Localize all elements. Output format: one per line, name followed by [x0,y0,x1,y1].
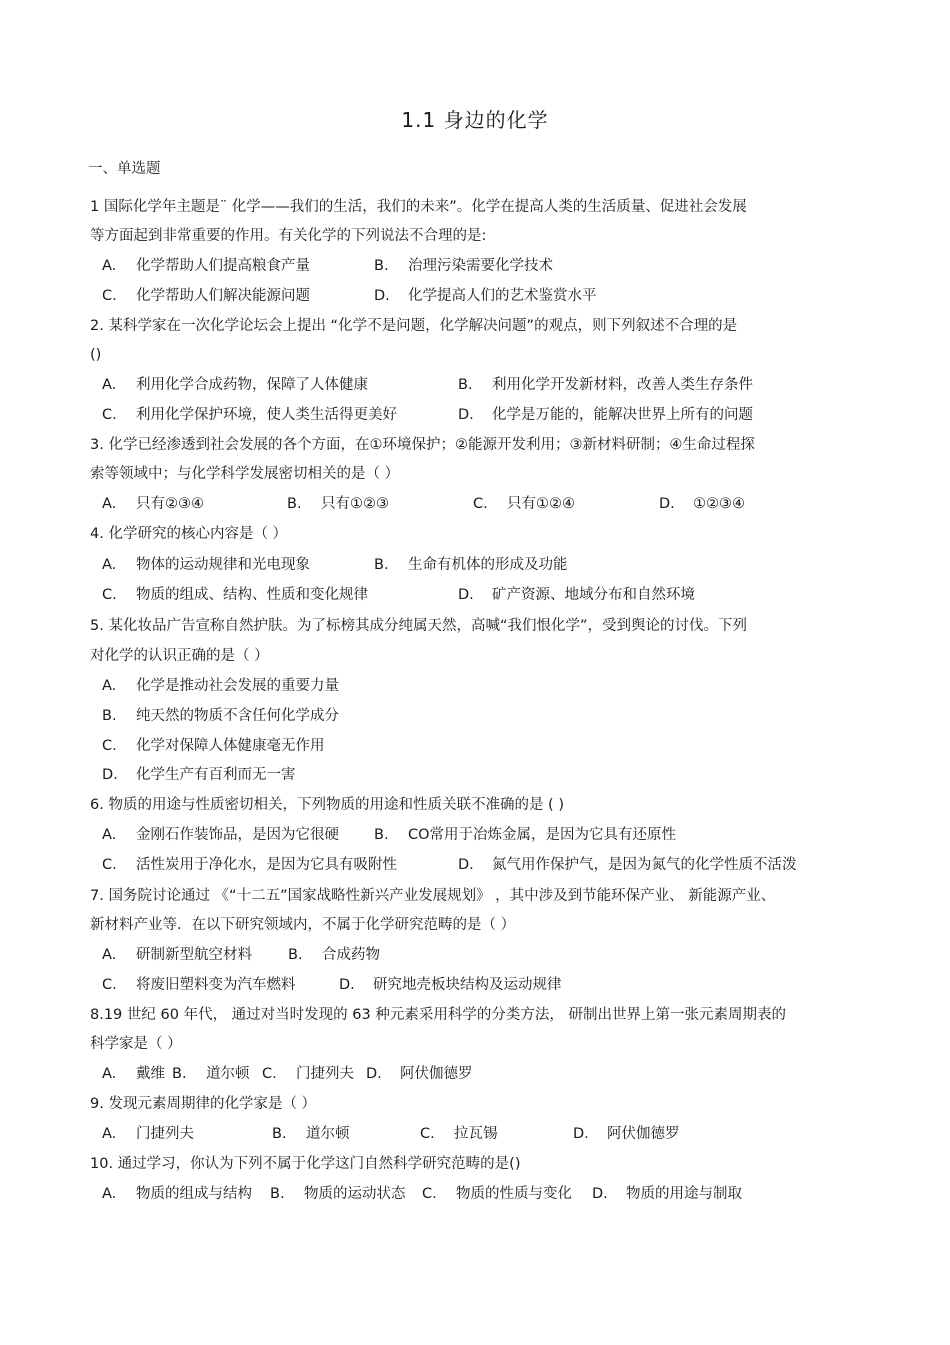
option-label: D. [102,767,118,783]
option-label: A. [102,1066,117,1082]
question-3-option [473,494,575,514]
question-7-stem-line: 新材料产业等．在以下研究领域内，不属于化学研究范畴的是（ ） [90,917,516,933]
question-4-stem-line: 4. 化学研究的核心内容是（ ） [90,526,288,542]
option-label: C. [102,407,117,423]
question-7-option [102,945,252,965]
option-text: 物质的用途与制取 [626,1186,742,1202]
option-label: D. [374,288,390,304]
question-8-option [172,1064,250,1084]
option-label: D. [339,977,355,993]
question-4-option [458,585,695,605]
question-1-stem-line: 1 国际化学年主题是¨ 化学——我们的生活，我们的未来”。化学在提高人类的生活质量、促进社会发展 [90,199,747,215]
question-4-option [374,555,568,575]
option-text: 戴维 [136,1066,165,1082]
question-2-option [102,375,368,395]
option-label: A. [102,1126,117,1142]
question-8-stem-line: 8.19 世纪 60 年代， 通过对当时发现的 63 种元素采用科学的分类方法， 研制出世界上第一张元素周期表的 [90,1007,786,1023]
question-6-option [102,825,339,845]
option-text: 利用化学保护环境，使人类生活得更美好 [136,407,397,423]
option-text: 阿伏伽德罗 [607,1126,680,1142]
question-9-option [420,1124,498,1144]
question-9-option [102,1124,194,1144]
question-1-option [374,286,597,306]
question-9-option [272,1124,350,1144]
option-label: D. [458,587,474,603]
question-6-option [102,855,397,875]
option-text: 只有②③④ [136,496,204,512]
option-text: 物体的运动规律和光电现象 [136,557,310,573]
option-text: 只有①②③ [321,496,389,512]
option-text: 纯天然的物质不含任何化学成分 [136,708,339,724]
question-2-option [458,405,753,425]
option-label: C. [102,288,117,304]
question-8-option [366,1064,473,1084]
option-text: 阿伏伽德罗 [400,1066,473,1082]
option-label: A. [102,827,117,843]
question-8-option [262,1064,354,1084]
option-label: B. [374,827,389,843]
question-3-stem-line: 3. 化学已经渗透到社会发展的各个方面，在①环境保护；②能源开发利用；③新材料研制；④生命过程探 [90,437,755,453]
question-6-stem-line: 6. 物质的用途与性质密切相关，下列物质的用途和性质关联不准确的是 ( ) [90,797,564,813]
question-7-option [288,945,380,965]
question-10-stem-line: 10. 通过学习，你认为下列不属于化学这门自然科学研究范畴的是() [90,1156,521,1172]
question-2-option [458,375,753,395]
option-text: CO常用于冶炼金属，是因为它具有还原性 [408,827,677,843]
option-text: 物质的组成、结构、性质和变化规律 [136,587,368,603]
question-9-stem-line: 9. 发现元素周期律的化学家是（ ） [90,1096,317,1112]
question-4-option [102,585,368,605]
option-label: A. [102,496,117,512]
option-text: 矿产资源、地域分布和自然环境 [492,587,695,603]
question-10-option [270,1184,406,1204]
option-text: 治理污染需要化学技术 [408,258,553,274]
question-3-option [102,494,204,514]
option-text: 物质的性质与变化 [456,1186,572,1202]
option-label: B. [172,1066,187,1082]
question-1-option [374,256,553,276]
question-4-option [102,555,310,575]
option-label: B. [374,258,389,274]
question-2-stem-line: 2. 某科学家在一次化学论坛会上提出 “化学不是问题，化学解决问题”的观点，则下列叙述不合理的是 [90,318,738,334]
option-text: 化学对保障人体健康毫无作用 [136,738,325,754]
question-8-stem-line: 科学家是（ ） [90,1036,182,1052]
question-5-stem-line: 对化学的认识正确的是（ ） [90,648,269,664]
option-text: 化学生产有百利而无一害 [136,767,296,783]
option-text: 合成药物 [322,947,380,963]
option-label: C. [420,1126,435,1142]
option-label: D. [458,857,474,873]
option-text: 金刚石作装饰品，是因为它很硬 [136,827,339,843]
option-label: D. [592,1186,608,1202]
question-5-option [102,765,296,785]
question-8-option [102,1064,165,1084]
option-label: B. [374,557,389,573]
option-text: 物质的组成与结构 [136,1186,252,1202]
option-label: D. [659,496,675,512]
option-text: 氮气用作保护气，是因为氮气的化学性质不活泼 [492,857,797,873]
option-label: D. [366,1066,382,1082]
option-label: C. [102,587,117,603]
option-text: 活性炭用于净化水，是因为它具有吸附性 [136,857,397,873]
option-label: A. [102,258,117,274]
option-text: 研究地壳板块结构及运动规律 [373,977,562,993]
question-6-option [458,855,797,875]
question-6-option [374,825,676,845]
question-3-stem-line: 索等领域中；与化学科学发展密切相关的是（ ） [90,466,400,482]
question-10-option [102,1184,252,1204]
option-text: 利用化学开发新材料，改善人类生存条件 [492,377,753,393]
option-label: A. [102,377,117,393]
option-label: B. [272,1126,287,1142]
question-3-option [287,494,389,514]
option-text: 化学帮助人们解决能源问题 [136,288,310,304]
question-5-option [102,736,325,756]
section-heading: 一、单选题 [88,161,161,177]
question-5-stem-line: 5. 某化妆品广告宣称自然护肤。为了标榜其成分纯属天然，高喊“我们恨化学”，受到舆论的讨伐。下列 [90,618,747,634]
option-text: 道尔顿 [306,1126,350,1142]
question-7-option [102,975,296,995]
option-label: D. [458,407,474,423]
option-label: C. [102,857,117,873]
question-2-option [102,405,397,425]
option-text: 化学是万能的，能解决世界上所有的问题 [492,407,753,423]
option-text: 利用化学合成药物，保障了人体健康 [136,377,368,393]
option-label: C. [422,1186,437,1202]
option-label: A. [102,1186,117,1202]
option-text: 研制新型航空材料 [136,947,252,963]
option-text: 门捷列夫 [136,1126,194,1142]
option-label: C. [102,977,117,993]
option-text: 只有①②④ [507,496,575,512]
option-label: B. [288,947,303,963]
option-text: 拉瓦锡 [454,1126,498,1142]
question-9-option [573,1124,680,1144]
question-3-option [659,494,745,514]
option-label: C. [473,496,488,512]
page-title: 1.1 身边的化学 [401,108,549,132]
option-label: B. [102,708,117,724]
question-2-stem-line: () [90,347,102,363]
question-5-option [102,676,339,696]
question-5-option [102,706,339,726]
option-text: 道尔顿 [206,1066,250,1082]
question-7-stem-line: 7. 国务院讨论通过 《“十二五”国家战略性新兴产业发展规划》 ，其中涉及到节能环保产业、 新能源产业、 [90,888,776,904]
option-label: B. [458,377,473,393]
option-text: 化学是推动社会发展的重要力量 [136,678,339,694]
option-label: A. [102,947,117,963]
question-1-option [102,256,310,276]
option-label: A. [102,678,117,694]
option-text: 生命有机体的形成及功能 [408,557,568,573]
option-label: B. [287,496,302,512]
option-label: C. [262,1066,277,1082]
question-7-option [339,975,562,995]
option-label: D. [573,1126,589,1142]
option-label: A. [102,557,117,573]
question-1-option [102,286,310,306]
option-text: 化学帮助人们提高粮食产量 [136,258,310,274]
option-text: 门捷列夫 [296,1066,354,1082]
option-text: 物质的运动状态 [304,1186,406,1202]
option-label: C. [102,738,117,754]
option-label: B. [270,1186,285,1202]
question-10-option [592,1184,742,1204]
option-text: 化学提高人们的艺术鉴赏水平 [408,288,597,304]
question-1-stem-line: 等方面起到非常重要的作用。有关化学的下列说法不合理的是: [90,228,487,244]
question-10-option [422,1184,572,1204]
option-text: 将废旧塑料变为汽车燃料 [136,977,296,993]
option-text: ①②③④ [693,496,745,512]
